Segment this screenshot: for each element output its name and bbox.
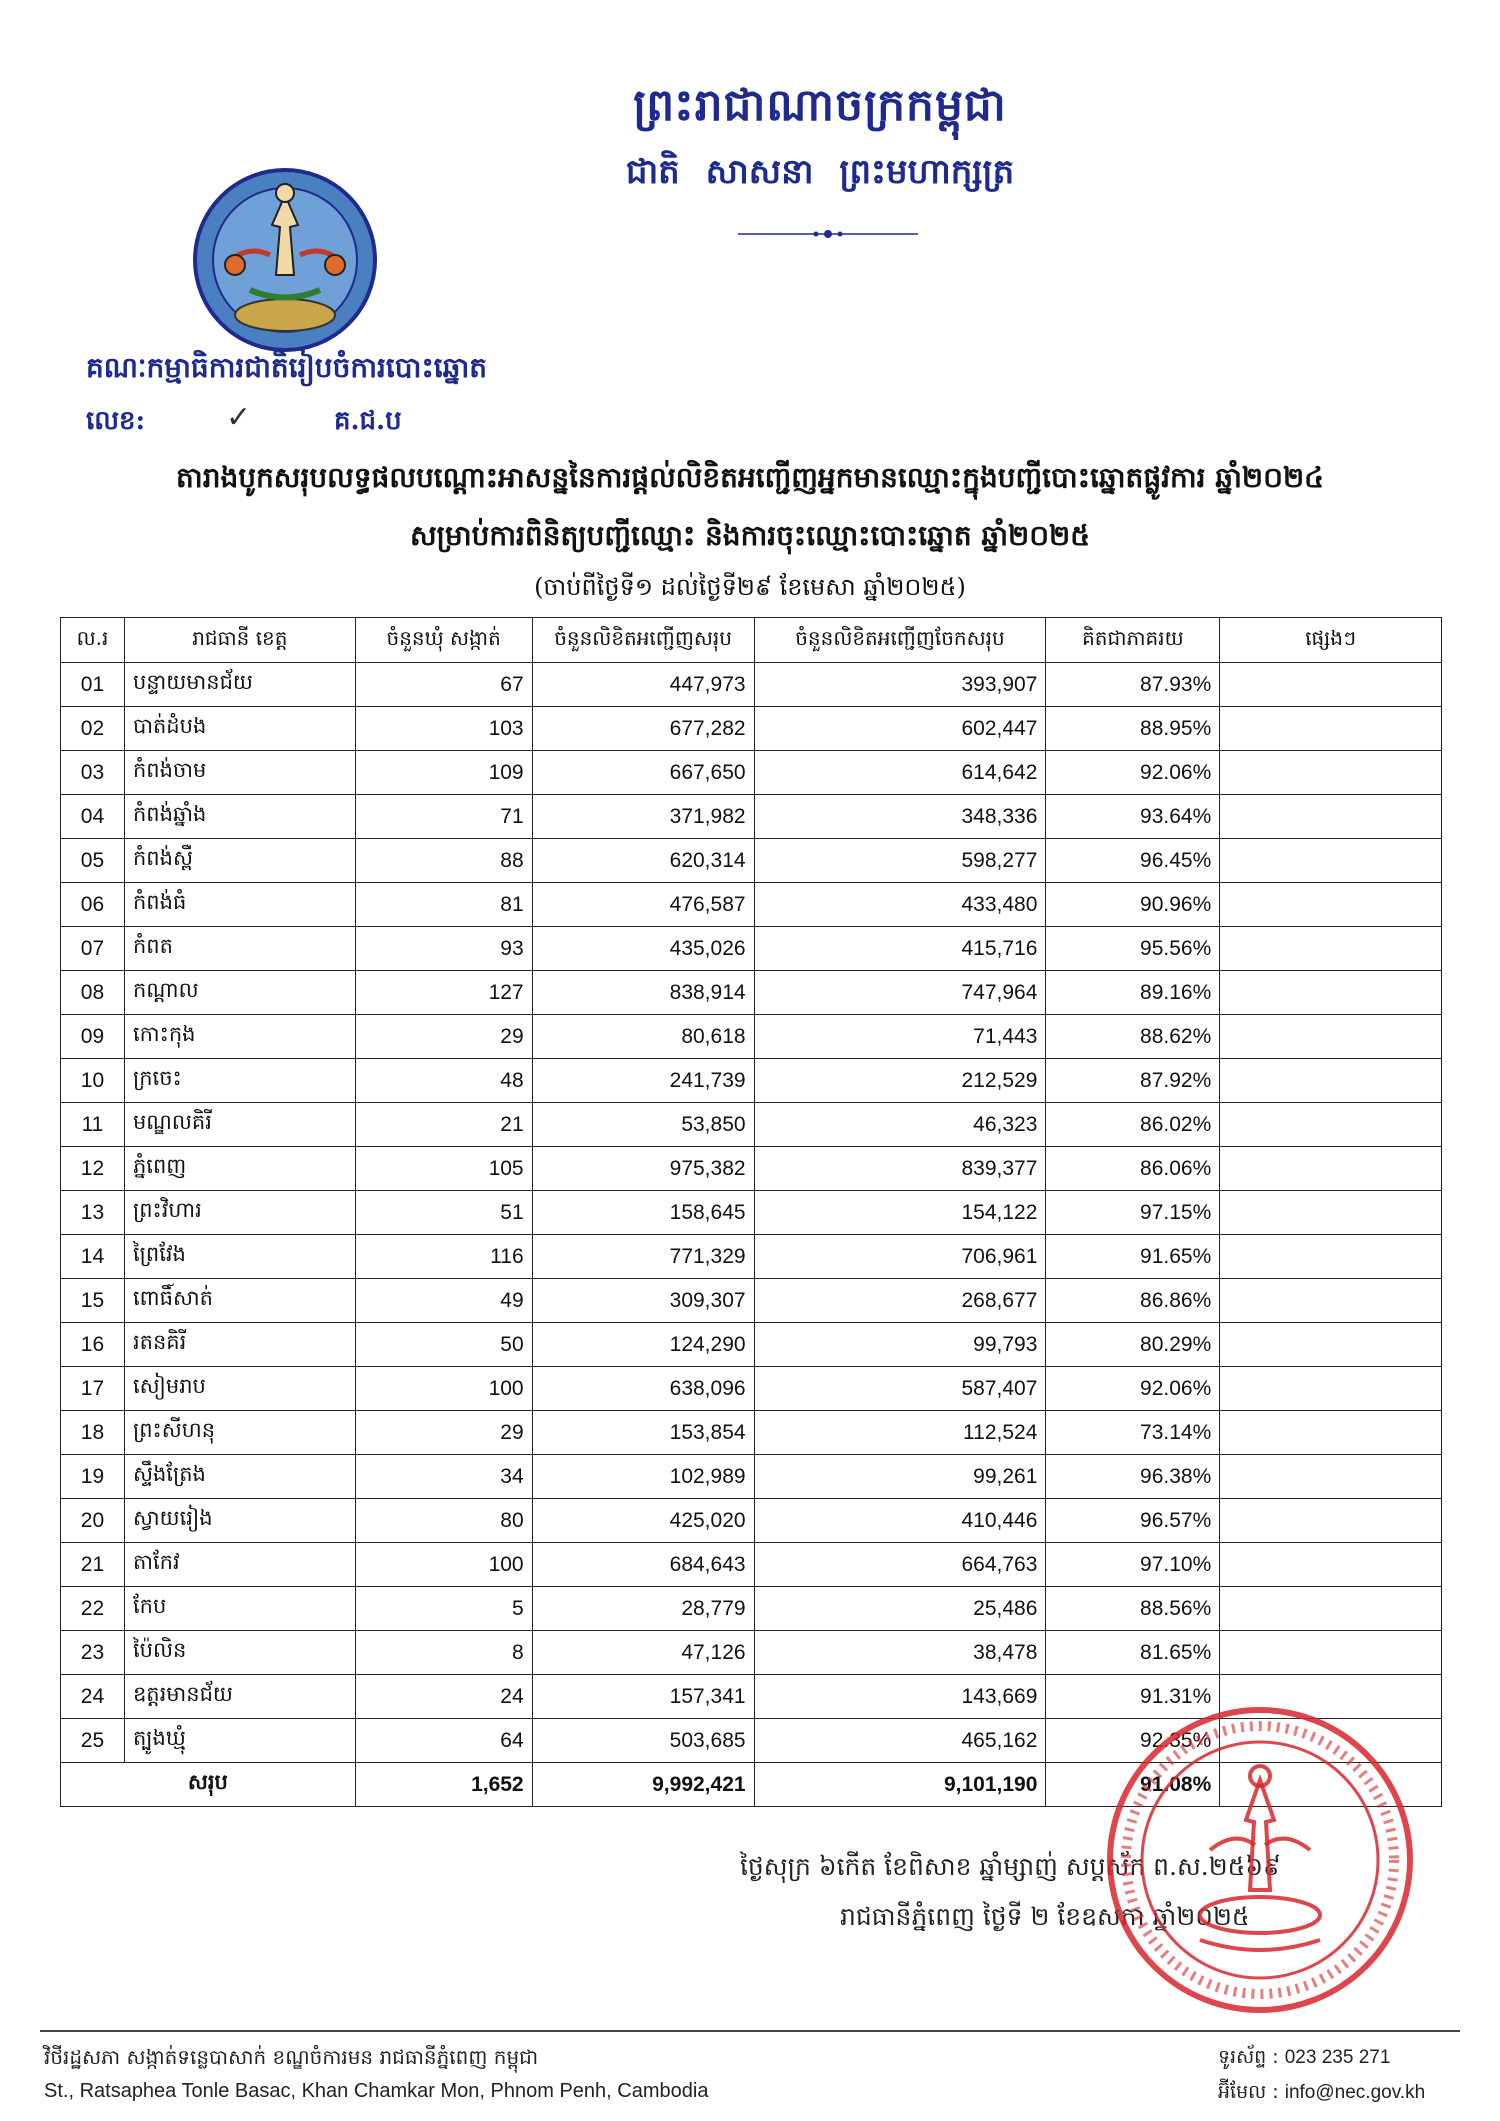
cell-total-letters: 153,854 [532,1411,754,1455]
nec-emblem-icon [190,165,380,355]
kingdom-header [560,78,1080,200]
cell-total-letters: 476,587 [532,883,754,927]
table-row [61,1235,1442,1279]
cell-percent: 91.31% [1046,1675,1220,1719]
cell-distributed-letters: 465,162 [754,1719,1046,1763]
total-label: សរុប [61,1763,356,1807]
cell-province: មណ្ឌលគិរី [124,1103,355,1147]
phone-label: ទូរស័ព្ទ : [1218,2046,1279,2068]
cell-communes: 116 [355,1235,532,1279]
table-row [61,883,1442,927]
cell-province: កំពង់ឆ្នាំង [124,795,355,839]
lunar-date: ថ្ងៃសុក្រ ៦កើត ខែពិសាខ ឆ្នាំម្សាញ់ សប្តស័ក ព.ស.២៥៦៩ [740,1852,1281,1881]
table-row [61,927,1442,971]
cell-province: បាត់ដំបង [124,707,355,751]
cell-total-letters: 975,382 [532,1147,754,1191]
cell-total-letters: 447,973 [532,663,754,707]
cell-other [1220,1191,1442,1235]
table-row [61,795,1442,839]
cell-total-letters: 241,739 [532,1059,754,1103]
cell-distributed-letters: 747,964 [754,971,1046,1015]
cell-communes: 109 [355,751,532,795]
cell-distributed-letters: 614,642 [754,751,1046,795]
table-row [61,1015,1442,1059]
cell-percent: 92.06% [1046,751,1220,795]
col-header-province: រាជធានី ខេត្ត [124,618,355,663]
table-row [61,1411,1442,1455]
cell-percent: 87.92% [1046,1059,1220,1103]
cell-distributed-letters: 433,480 [754,883,1046,927]
cell-percent: 96.38% [1046,1455,1220,1499]
ref-code: គ.ជ.ប [334,406,402,436]
cell-percent: 88.95% [1046,707,1220,751]
cell-percent: 80.29% [1046,1323,1220,1367]
cell-percent: 97.15% [1046,1191,1220,1235]
cell-no: 15 [61,1279,125,1323]
total-distributed: 9,101,190 [754,1763,1046,1807]
ornament-divider [738,228,918,240]
cell-percent: 91.65% [1046,1235,1220,1279]
cell-other [1220,971,1442,1015]
cell-no: 24 [61,1675,125,1719]
cell-percent: 81.65% [1046,1631,1220,1675]
cell-communes: 100 [355,1543,532,1587]
table-row [61,1631,1442,1675]
cell-distributed-letters: 393,907 [754,663,1046,707]
cell-no: 08 [61,971,125,1015]
address-khmer: វិថីរដ្ឋសភា សង្កាត់ទន្លេបាសាក់ ខណ្ឌចំការមន រាជធានីភ្នំពេញ កម្ពុជា [44,2045,539,2069]
col-header-other: ផ្សេងៗ [1220,618,1442,663]
cell-total-letters: 157,341 [532,1675,754,1719]
cell-communes: 5 [355,1587,532,1631]
cell-percent: 90.96% [1046,883,1220,927]
cell-no: 18 [61,1411,125,1455]
phone-number: 023 235 271 [1284,2047,1391,2068]
cell-province: តាកែវ [124,1543,355,1587]
table-row [61,1191,1442,1235]
cell-percent: 96.57% [1046,1499,1220,1543]
document-title: តារាងបូកសរុបលទ្ធផលបណ្ដោះអាសន្ននៃការផ្ដល់លិខិតអញ្ជើញអ្នកមានឈ្មោះក្នុងបញ្ជីបោះឆ្នោតផ្លូវការ ឆ្នាំ២០២៤ [176,461,1324,494]
cell-distributed-letters: 598,277 [754,839,1046,883]
cell-province: ព្រះវិហារ [124,1191,355,1235]
cell-percent: 95.56% [1046,927,1220,971]
table-row [61,707,1442,751]
cell-no: 23 [61,1631,125,1675]
table-row [61,1103,1442,1147]
cell-distributed-letters: 839,377 [754,1147,1046,1191]
cell-total-letters: 124,290 [532,1323,754,1367]
cell-other [1220,663,1442,707]
cell-other [1220,883,1442,927]
cell-other [1220,1367,1442,1411]
ref-checkmark: ✓ [226,400,252,435]
cell-distributed-letters: 71,443 [754,1015,1046,1059]
cell-province: ភ្នំពេញ [124,1147,355,1191]
cell-other [1220,1235,1442,1279]
cell-province: ស្ទឹងត្រែង [124,1455,355,1499]
cell-province: រតនគិរី [124,1323,355,1367]
cell-distributed-letters: 706,961 [754,1235,1046,1279]
table-row [61,1059,1442,1103]
cell-province: កែប [124,1587,355,1631]
cell-communes: 34 [355,1455,532,1499]
cell-distributed-letters: 143,669 [754,1675,1046,1719]
agency-name: គណៈកម្មាធិការជាតិរៀបចំការបោះឆ្នោត [86,351,488,384]
cell-total-letters: 371,982 [532,795,754,839]
cell-no: 16 [61,1323,125,1367]
cell-province: ត្បូងឃ្មុំ [124,1719,355,1763]
cell-other [1220,795,1442,839]
table-row [61,1147,1442,1191]
cell-communes: 8 [355,1631,532,1675]
cell-communes: 29 [355,1411,532,1455]
table-row [61,1323,1442,1367]
cell-other [1220,751,1442,795]
cell-total-letters: 102,989 [532,1455,754,1499]
cell-province: ឧត្ដរមានជ័យ [124,1675,355,1719]
cell-total-letters: 425,020 [532,1499,754,1543]
address-english: St., Ratsaphea Tonle Basac, Khan Chamkar Mon, Phnom Penh, Cambodia [44,2080,709,2102]
cell-no: 22 [61,1587,125,1631]
cell-other [1220,1279,1442,1323]
cell-communes: 88 [355,839,532,883]
cell-distributed-letters: 112,524 [754,1411,1046,1455]
cell-distributed-letters: 25,486 [754,1587,1046,1631]
cell-province: កំពត [124,927,355,971]
official-seal-icon [1100,1700,1420,2020]
cell-province: បន្ទាយមានជ័យ [124,663,355,707]
cell-distributed-letters: 99,793 [754,1323,1046,1367]
footer-address [44,2040,708,2108]
cell-total-letters: 47,126 [532,1631,754,1675]
cell-province: ព្រៃវែង [124,1235,355,1279]
cell-communes: 49 [355,1279,532,1323]
cell-no: 06 [61,883,125,927]
cell-total-letters: 771,329 [532,1235,754,1279]
cell-percent: 92.35% [1046,1719,1220,1763]
table-row [61,1367,1442,1411]
cell-communes: 80 [355,1499,532,1543]
cell-distributed-letters: 212,529 [754,1059,1046,1103]
cell-percent: 73.14% [1046,1411,1220,1455]
table-row [61,751,1442,795]
cell-no: 03 [61,751,125,795]
cell-province: កណ្ដាល [124,971,355,1015]
total-letters: 9,992,421 [532,1763,754,1807]
cell-total-letters: 158,645 [532,1191,754,1235]
cell-province: សៀមរាប [124,1367,355,1411]
cell-total-letters: 677,282 [532,707,754,751]
cell-no: 17 [61,1367,125,1411]
email-address: info@nec.gov.kh [1284,2082,1426,2103]
cell-other [1220,1059,1442,1103]
cell-other [1220,1543,1442,1587]
cell-communes: 51 [355,1191,532,1235]
cell-distributed-letters: 154,122 [754,1191,1046,1235]
col-header-percent: គិតជាភាគរយ [1046,618,1220,663]
cell-other [1220,1411,1442,1455]
cell-communes: 100 [355,1367,532,1411]
cell-total-letters: 838,914 [532,971,754,1015]
date-range: (ចាប់ពីថ្ងៃទី១ ដល់ថ្ងៃទី២៩ ខែមេសា ឆ្នាំ២០២៥) [534,573,966,601]
footer-divider [40,2030,1460,2032]
cell-other [1220,1015,1442,1059]
cell-other [1220,1147,1442,1191]
email-label: អ៊ីមែល : [1218,2081,1279,2103]
cell-distributed-letters: 410,446 [754,1499,1046,1543]
cell-percent: 97.10% [1046,1543,1220,1587]
table-row [61,1499,1442,1543]
cell-distributed-letters: 46,323 [754,1103,1046,1147]
cell-total-letters: 53,850 [532,1103,754,1147]
cell-communes: 24 [355,1675,532,1719]
cell-percent: 86.06% [1046,1147,1220,1191]
email-line [1218,2075,1425,2110]
reference-number [86,400,402,442]
cell-province: ប៉ៃលិន [124,1631,355,1675]
cell-percent: 96.45% [1046,839,1220,883]
table-row [61,1279,1442,1323]
cell-other [1220,1631,1442,1675]
cell-no: 21 [61,1543,125,1587]
cell-no: 19 [61,1455,125,1499]
cell-distributed-letters: 602,447 [754,707,1046,751]
cell-distributed-letters: 348,336 [754,795,1046,839]
cell-total-letters: 28,779 [532,1587,754,1631]
cell-distributed-letters: 587,407 [754,1367,1046,1411]
cell-distributed-letters: 99,261 [754,1455,1046,1499]
cell-total-letters: 309,307 [532,1279,754,1323]
cell-distributed-letters: 664,763 [754,1543,1046,1587]
cell-communes: 48 [355,1059,532,1103]
cell-communes: 21 [355,1103,532,1147]
cell-no: 07 [61,927,125,971]
cell-distributed-letters: 38,478 [754,1631,1046,1675]
cell-province: កំពង់ស្ពឺ [124,839,355,883]
solar-date: រាជធានីភ្នំពេញ ថ្ងៃទី ២ ខែឧសភា ឆ្នាំ២០២៥ [840,1902,1250,1931]
cell-province: ស្វាយរៀង [124,1499,355,1543]
cell-province: ក្រចេះ [124,1059,355,1103]
cell-other [1220,839,1442,883]
cell-no: 05 [61,839,125,883]
cell-no: 10 [61,1059,125,1103]
total-communes: 1,652 [355,1763,532,1807]
cell-distributed-letters: 415,716 [754,927,1046,971]
cell-percent: 88.62% [1046,1015,1220,1059]
cell-communes: 105 [355,1147,532,1191]
table-row [61,663,1442,707]
cell-communes: 64 [355,1719,532,1763]
kingdom-title: ព្រះរាជាណាចក្រកម្ពុជា [633,80,1007,131]
cell-percent: 92.06% [1046,1367,1220,1411]
cell-other [1220,1323,1442,1367]
cell-communes: 71 [355,795,532,839]
results-table [60,617,1442,1807]
cell-no: 09 [61,1015,125,1059]
table-row [61,839,1442,883]
cell-no: 25 [61,1719,125,1763]
cell-percent: 86.86% [1046,1279,1220,1323]
cell-communes: 127 [355,971,532,1015]
cell-total-letters: 80,618 [532,1015,754,1059]
footer-contact [1218,2040,1425,2110]
cell-other [1220,1587,1442,1631]
phone-line [1218,2040,1425,2075]
cell-no: 20 [61,1499,125,1543]
cell-other [1220,1455,1442,1499]
cell-no: 02 [61,707,125,751]
cell-total-letters: 684,643 [532,1543,754,1587]
cell-communes: 29 [355,1015,532,1059]
cell-province: កោះកុង [124,1015,355,1059]
ref-label: លេខ: [86,406,146,436]
table-row [61,971,1442,1015]
cell-total-letters: 503,685 [532,1719,754,1763]
table-row [61,1587,1442,1631]
cell-percent: 89.16% [1046,971,1220,1015]
cell-no: 13 [61,1191,125,1235]
table-header-row [61,618,1442,663]
col-header-no: ល.រ [61,618,125,663]
cell-communes: 81 [355,883,532,927]
col-header-communes: ចំនួនឃុំ សង្កាត់ [355,618,532,663]
cell-percent: 88.56% [1046,1587,1220,1631]
cell-other [1220,927,1442,971]
cell-communes: 67 [355,663,532,707]
table-row [61,1455,1442,1499]
col-header-total-letters: ចំនួនលិខិតអញ្ជើញសរុប [532,618,754,663]
cell-total-letters: 638,096 [532,1367,754,1411]
cell-percent: 87.93% [1046,663,1220,707]
cell-communes: 103 [355,707,532,751]
cell-no: 12 [61,1147,125,1191]
col-header-distributed-letters: ចំនួនលិខិតអញ្ជើញចែកសរុប [754,618,1046,663]
cell-other [1220,1499,1442,1543]
cell-province: ព្រះសីហនុ [124,1411,355,1455]
cell-distributed-letters: 268,677 [754,1279,1046,1323]
cell-province: កំពង់ធំ [124,883,355,927]
table-row [61,1543,1442,1587]
total-percent: 91.08% [1046,1763,1220,1807]
cell-percent: 86.02% [1046,1103,1220,1147]
cell-communes: 93 [355,927,532,971]
cell-no: 14 [61,1235,125,1279]
national-motto: ជាតិ សាសនា ព្រះមហាក្សត្រ [625,152,1015,192]
cell-no: 01 [61,663,125,707]
cell-province: ពោធិ៍សាត់ [124,1279,355,1323]
cell-other [1220,707,1442,751]
cell-communes: 50 [355,1323,532,1367]
cell-other [1220,1103,1442,1147]
cell-province: កំពង់ចាម [124,751,355,795]
cell-percent: 93.64% [1046,795,1220,839]
cell-total-letters: 667,650 [532,751,754,795]
cell-no: 11 [61,1103,125,1147]
cell-total-letters: 435,026 [532,927,754,971]
cell-no: 04 [61,795,125,839]
document-subtitle: សម្រាប់ការពិនិត្យបញ្ជីឈ្មោះ និងការចុះឈ្មោះបោះឆ្នោត ឆ្នាំ២០២៥ [409,519,1091,552]
cell-total-letters: 620,314 [532,839,754,883]
